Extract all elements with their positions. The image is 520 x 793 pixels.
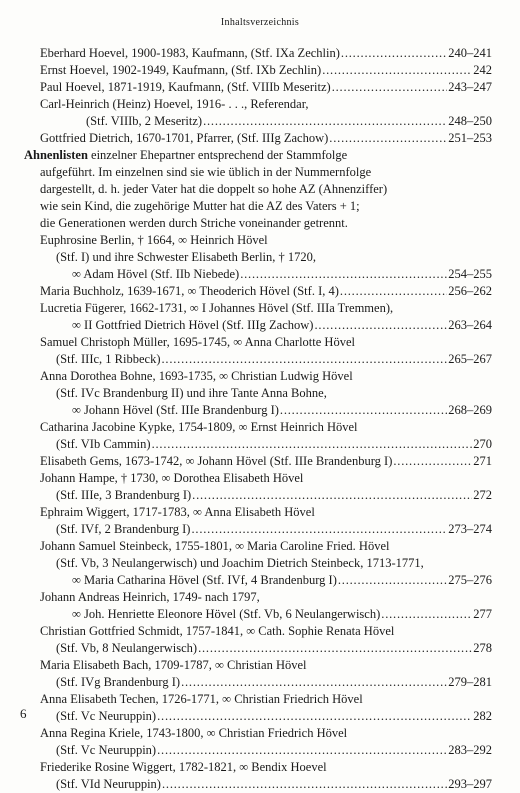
toc-entry-line bbox=[24, 521, 492, 538]
toc-entry-text: Catharina Jacobine Kypke, 1754-1809, ∞ Ernst Heinrich Hövel bbox=[40, 420, 358, 434]
toc-entry bbox=[24, 453, 492, 470]
toc-entry-line bbox=[24, 113, 492, 130]
toc-entry-line bbox=[24, 453, 492, 470]
toc-entry-line bbox=[24, 96, 492, 113]
toc-entry-text: Christian Gottfried Schmidt, 1757-1841, ∞ Cath. Sophie Renata Hövel bbox=[40, 624, 395, 638]
toc-entry-line bbox=[24, 79, 492, 96]
toc-entry-text: Ernst Hoevel, 1902-1949, Kaufmann, (Stf. IXb Zechlin) bbox=[40, 63, 322, 77]
toc-entry bbox=[24, 368, 492, 419]
toc-entry-text: (Stf. IIIe, 3 Brandenburg I) bbox=[56, 488, 192, 502]
toc-entry-text: Friederike Rosine Wiggert, 1782-1821, ∞ Bendix Hoevel bbox=[40, 760, 327, 774]
toc-page-range: 248–250 bbox=[448, 114, 492, 128]
toc-entry-line bbox=[24, 776, 492, 793]
toc-entry-text: ∞ II Gottfried Dietrich Hövel (Stf. IIIg Zachow) bbox=[72, 318, 314, 332]
toc-entry bbox=[24, 623, 492, 657]
toc-entry-line bbox=[24, 402, 492, 419]
toc-entry-text: (Stf. VId Neuruppin) bbox=[56, 777, 161, 791]
toc-page-range: 282 bbox=[473, 709, 492, 723]
toc-page-range: 243–247 bbox=[448, 80, 492, 94]
section-intro-line: die Generationen werden durch Striche voneinander getrennt. bbox=[40, 216, 348, 230]
dot-leader bbox=[240, 266, 447, 283]
dot-leader bbox=[322, 62, 472, 79]
toc-entry-line bbox=[24, 640, 492, 657]
dot-leader bbox=[332, 79, 448, 96]
dot-leader bbox=[191, 521, 447, 538]
toc-entry-text: Carl-Heinrich (Heinz) Hoevel, 1916- . . ., Referendar, bbox=[40, 97, 309, 111]
dot-leader bbox=[393, 453, 472, 470]
dot-leader bbox=[280, 402, 447, 419]
toc-entry-line bbox=[24, 45, 492, 62]
toc-entry-line bbox=[24, 232, 492, 249]
toc-entry-text: Maria Elisabeth Bach, 1709-1787, ∞ Christian Hövel bbox=[40, 658, 307, 672]
toc-page-range: 265–267 bbox=[448, 352, 492, 366]
dot-leader bbox=[161, 351, 447, 368]
toc-entry-line bbox=[24, 470, 492, 487]
toc-page-range: 279–281 bbox=[448, 675, 492, 689]
toc-entry-text: (Stf. IVg Brandenburg I) bbox=[56, 675, 181, 689]
toc-entry-text: Samuel Christoph Müller, 1695-1745, ∞ Anna Charlotte Hövel bbox=[40, 335, 355, 349]
toc-entry-line bbox=[24, 759, 492, 776]
toc-entry bbox=[24, 725, 492, 759]
toc-entry-line bbox=[24, 385, 492, 402]
toc-entry-line bbox=[24, 368, 492, 385]
toc-page-range: 273–274 bbox=[448, 522, 492, 536]
toc-entry-line bbox=[24, 691, 492, 708]
toc-entry-text: (Stf. Vc Neuruppin) bbox=[56, 743, 157, 757]
toc-entry-line bbox=[24, 334, 492, 351]
toc-entry-line bbox=[24, 300, 492, 317]
toc-entry-text: (Stf. Vb, 3 Neulangerwisch) und Joachim Dietrich Steinbeck, 1713-1771, bbox=[56, 556, 424, 570]
toc-page-range: 278 bbox=[473, 641, 492, 655]
toc-page-range: 256–262 bbox=[448, 284, 492, 298]
toc-entry bbox=[24, 300, 492, 334]
toc-entry-line bbox=[24, 742, 492, 759]
toc-entry bbox=[24, 232, 492, 283]
toc-entry bbox=[24, 79, 492, 96]
dot-leader bbox=[203, 113, 447, 130]
toc-entry-text: (Stf. IVf, 2 Brandenburg I) bbox=[56, 522, 191, 536]
section-title: Ahnenlisten bbox=[24, 148, 88, 162]
toc-entry-text: (Stf. IIIc, 1 Ribbeck) bbox=[56, 352, 161, 366]
toc-page-range: 283–292 bbox=[448, 743, 492, 757]
toc-entry-text: Anna Elisabeth Techen, 1726-1771, ∞ Christian Friedrich Hövel bbox=[40, 692, 363, 706]
dot-leader bbox=[152, 436, 473, 453]
toc-entry-text: Gottfried Dietrich, 1670-1701, Pfarrer, (Stf. IIIg Zachow) bbox=[40, 131, 329, 145]
toc-page-range: 293–297 bbox=[448, 777, 492, 791]
toc-entry-text: Anna Dorothea Bohne, 1693-1735, ∞ Christian Ludwig Hövel bbox=[40, 369, 353, 383]
toc-page-range: 263–264 bbox=[448, 318, 492, 332]
toc-entry bbox=[24, 691, 492, 725]
toc-entry-text: Anna Regina Kriele, 1743-1800, ∞ Christian Friedrich Hövel bbox=[40, 726, 348, 740]
dot-leader bbox=[314, 317, 447, 334]
toc-entry-text: ∞ Maria Catharina Hövel (Stf. IVf, 4 Brandenburg I) bbox=[72, 573, 337, 587]
toc-entry-line bbox=[24, 589, 492, 606]
toc-entry-text: (Stf. I) und ihre Schwester Elisabeth Berlin, † 1720, bbox=[56, 250, 317, 264]
toc-page-range: 270 bbox=[473, 437, 492, 451]
toc-entry-text: Maria Buchholz, 1639-1671, ∞ Theoderich Hövel (Stf. I, 4) bbox=[40, 284, 339, 298]
section-intro-line bbox=[24, 147, 492, 164]
page-header: Inhaltsverzeichnis bbox=[220, 17, 300, 28]
toc-entry-line bbox=[24, 572, 492, 589]
toc-entry-line bbox=[24, 351, 492, 368]
toc-entry-text: Paul Hoevel, 1871-1919, Kaufmann, (Stf. VIIIb Meseritz) bbox=[40, 80, 331, 94]
toc-entry-line bbox=[24, 419, 492, 436]
toc-entry-text: ∞ Johann Hövel (Stf. IIIe Brandenburg I) bbox=[72, 403, 279, 417]
toc-entry-line bbox=[24, 674, 492, 691]
toc-top-entries bbox=[24, 45, 492, 147]
toc-entry bbox=[24, 538, 492, 589]
toc-entry-line bbox=[24, 436, 492, 453]
ahnenlisten-section bbox=[24, 147, 492, 232]
table-of-contents bbox=[24, 45, 492, 793]
dot-leader bbox=[341, 45, 447, 62]
toc-entry bbox=[24, 419, 492, 453]
toc-entry bbox=[24, 657, 492, 691]
toc-entry bbox=[24, 334, 492, 368]
dot-leader bbox=[157, 742, 447, 759]
toc-entry-text: Johann Andreas Heinrich, 1749- nach 1797, bbox=[40, 590, 260, 604]
toc-page-range: 242 bbox=[473, 63, 492, 77]
toc-entry-line bbox=[24, 623, 492, 640]
toc-entry bbox=[24, 45, 492, 62]
toc-entry bbox=[24, 283, 492, 300]
toc-page-range: 271 bbox=[473, 454, 492, 468]
toc-entry-line bbox=[24, 606, 492, 623]
toc-entry-line bbox=[24, 266, 492, 283]
toc-entry bbox=[24, 96, 492, 130]
dot-leader bbox=[198, 640, 472, 657]
toc-entry-line bbox=[24, 504, 492, 521]
toc-page-range: 251–253 bbox=[448, 131, 492, 145]
toc-entry-line bbox=[24, 62, 492, 79]
toc-entry-text: Lucretia Fügerer, 1662-1731, ∞ I Johannes Hövel (Stf. IIIa Tremmen), bbox=[40, 301, 394, 315]
toc-entry-text: ∞ Adam Hövel (Stf. IIb Niebede) bbox=[72, 267, 240, 281]
toc-entry-text: (Stf. Vb, 8 Neulangerwisch) bbox=[56, 641, 198, 655]
toc-entry bbox=[24, 504, 492, 538]
dot-leader bbox=[381, 606, 472, 623]
toc-entry-line bbox=[24, 725, 492, 742]
page-number: 6 bbox=[20, 706, 27, 721]
toc-page-range: 277 bbox=[473, 607, 492, 621]
toc-entry-line bbox=[24, 657, 492, 674]
toc-entry bbox=[24, 62, 492, 79]
toc-page-range: 254–255 bbox=[448, 267, 492, 281]
toc-entry-text: (Stf. Vc Neuruppin) bbox=[56, 709, 157, 723]
toc-entry-line bbox=[24, 283, 492, 300]
toc-entry-text: (Stf. IVc Brandenburg II) und ihre Tante Anna Bohne, bbox=[56, 386, 327, 400]
toc-entry-line bbox=[24, 538, 492, 555]
toc-entry-text: Euphrosine Berlin, † 1664, ∞ Heinrich Hövel bbox=[40, 233, 268, 247]
dot-leader bbox=[162, 776, 447, 793]
toc-entry-text: Ephraim Wiggert, 1717-1783, ∞ Anna Elisabeth Hövel bbox=[40, 505, 315, 519]
dot-leader bbox=[181, 674, 447, 691]
toc-page-range: 275–276 bbox=[448, 573, 492, 587]
toc-entry-text: Johann Samuel Steinbeck, 1755-1801, ∞ Maria Caroline Fried. Hövel bbox=[40, 539, 390, 553]
toc-page-range: 240–241 bbox=[448, 46, 492, 60]
toc-entry-line bbox=[24, 487, 492, 504]
toc-entry-text: ∞ Joh. Henriette Eleonore Hövel (Stf. Vb, 6 Neulangerwisch) bbox=[72, 607, 381, 621]
toc-page-range: 268–269 bbox=[448, 403, 492, 417]
dot-leader bbox=[338, 572, 447, 589]
toc-entry-text: Johann Hampe, † 1730, ∞ Dorothea Elisabeth Hövel bbox=[40, 471, 304, 485]
toc-ahnen-entries bbox=[24, 232, 492, 793]
dot-leader bbox=[329, 130, 447, 147]
dot-leader bbox=[340, 283, 447, 300]
toc-entry bbox=[24, 130, 492, 147]
toc-entry bbox=[24, 759, 492, 793]
section-intro-text: einzelner Ehepartner entsprechend der Stammfolge bbox=[91, 148, 348, 162]
toc-entry-text: (Stf. VIb Cammin) bbox=[56, 437, 151, 451]
dot-leader bbox=[192, 487, 472, 504]
toc-entry bbox=[24, 470, 492, 504]
dot-leader bbox=[157, 708, 472, 725]
toc-entry-line bbox=[24, 708, 492, 725]
section-intro-line: dargestellt, d. h. jeder Vater hat die doppelt so hohe AZ (Ahnenziffer) bbox=[40, 182, 388, 196]
toc-entry bbox=[24, 589, 492, 623]
toc-entry-line bbox=[24, 249, 492, 266]
toc-entry-text: Eberhard Hoevel, 1900-1983, Kaufmann, (Stf. IXa Zechlin) bbox=[40, 46, 340, 60]
toc-entry-line bbox=[24, 130, 492, 147]
toc-entry-line bbox=[24, 317, 492, 334]
toc-entry-line bbox=[24, 555, 492, 572]
toc-entry-text: Elisabeth Gems, 1673-1742, ∞ Johann Hövel (Stf. IIIe Brandenburg I) bbox=[40, 454, 393, 468]
section-intro-line: wie sein Kind, die zugehörige Mutter hat die AZ des Vaters + 1; bbox=[40, 199, 360, 213]
toc-page-range: 272 bbox=[473, 488, 492, 502]
section-intro-line: aufgeführt. Im einzelnen sind sie wie üblich in der Nummernfolge bbox=[40, 165, 372, 179]
toc-entry-text: (Stf. VIIIb, 2 Meseritz) bbox=[86, 114, 203, 128]
